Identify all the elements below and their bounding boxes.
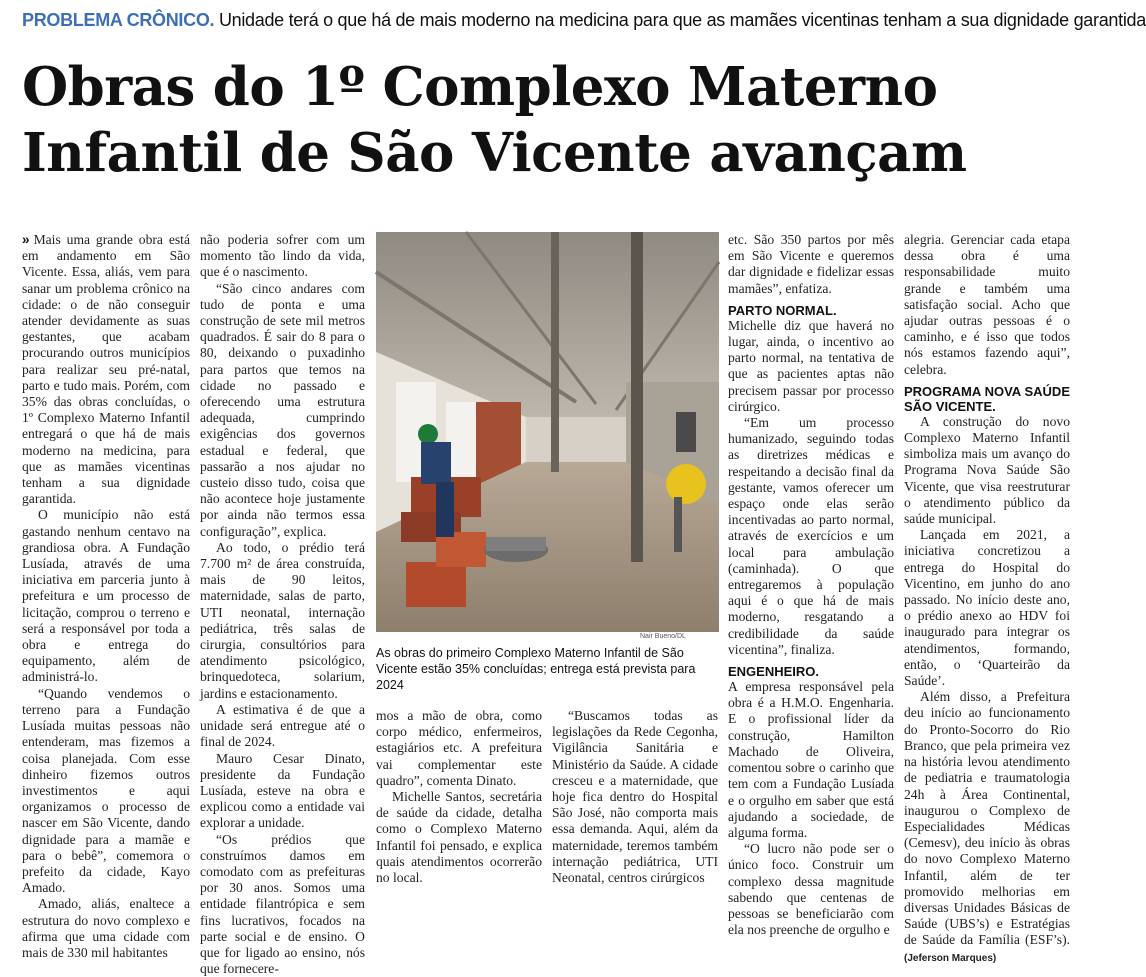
paragraph: Mauro Cesar Dinato, presidente da Fundação Lusíada, esteve na obra e explicou como a entidade vai explorar a unidade. [200,750,365,831]
paragraph: Amado, aliás, enaltece a estrutura do novo complexo e afirma que uma cidade com mais de 330 mil habitantes [22,896,190,960]
article-column-1 [22,232,190,960]
construction-photo [376,232,719,632]
paragraph-text: Além disso, a Prefeitura deu início ao funcionamento do Pronto-Socorro do Rio Branco, que pela primeira vez na história levou atendimento de pediatria e traumatologia 24h à Área Continental, inaugurou o Complexo de Especialidades Médicas (Cemesv), deu início às obras do novo Complexo Materno Infantil, além de ter promovido melhorias em diversas Unidades Básicas de Saúde (UBS’s) e Estratégias de Saúde da Família (ESF’s). [904,689,1070,948]
subheading-programa-nova-saude: PROGRAMA NOVA SAÚDE SÃO VICENTE. [904,383,1070,414]
subheading-engenheiro: ENGENHEIRO. [728,664,820,680]
lead-paragraph [22,232,190,507]
paragraph: mos a mão de obra, como corpo médico, enfermeiros, estagiários etc. A prefeitura vai complementar este quadro”, comenta Dinato. [376,708,542,788]
paragraph: Michelle Santos, secretária de saúde da cidade, detalha como o Complexo Materno Infantil foi pensado, e explica quais atendimentos ocorrerão no local. [376,789,542,886]
kicker-text: Unidade terá o que há de mais moderno na medicina para que as mamães vicentinas tenham a sua dignidade garantida [218,10,1146,30]
article-column-3 [376,708,542,884]
article-column-4 [552,708,718,884]
photo-caption: As obras do primeiro Complexo Materno Infantil de São Vicente estão 35% concluídas; entrega está prevista para 2024 [376,646,696,692]
paragraph: “O lucro não pode ser o único foco. Construir um complexo dessa magnitude sabendo que centenas de pessoas se beneficiarão com ela nos preenche de orgulho e [728,841,894,938]
paragraph [904,689,1070,966]
photo-credit: Nair Bueno/DL [640,633,686,640]
paragraph: “São cinco andares com tudo de ponta e uma construção de sete mil metros quadrados. É sair do 8 para o 80, deixando o puxadinho para partos que temos na cidade no passado e oferecendo uma estrutura adequada, cumprindo exigências dos governos estadual e federal, que passarão a nos ajudar no custeio disso tudo, coisa que não acontece hoje justamente por ainda não termos essa configuração”, explica. [200,280,365,539]
paragraph: “Quando vendemos o terreno para a Fundação Lusíada muitas pessoas não entenderam, mas fizemos a coisa planejada. Com esse dinheiro fizemos outros investimentos e aqui organizamos o processo de nascer em São Vicente, dando dignidade para a mamãe e para o bebê”, comemora o prefeito da cidade, Kayo Amado. [22,685,190,896]
article-column-2 [200,232,365,977]
author-credit: (Jeferson Marques) [904,952,997,964]
chevron-right-icon: » [22,232,30,247]
paragraph: “Os prédios que construímos damos em comodato com as prefeituras por 30 anos. Somos uma entidade filantrópica e sem fins lucrativos, focados na parte social e de ensino. O que for ligado ao ensino, nós que fornecere- [200,831,365,977]
headline-line-2: Infantil de São Vicente avançam [22,122,967,184]
paragraph: A construção do novo Complexo Materno Infantil simboliza mais um avanço do Programa Nova Saúde São Vicente, que visa reestruturar o atendimento público da saúde municipal. [904,413,1070,527]
paragraph: Ao todo, o prédio terá 7.700 m² de área construída, mais de 90 leitos, maternidade, salas de parto, UTI neonatal, internação pediátrica, três salas de cirurgia, consultórios para atendimento psicológico, brinquedoteca, solarium, jardins e estacionamento. [200,539,365,701]
kicker [22,10,1146,31]
paragraph: “Em um processo humanizado, seguindo todas as diretrizes médicas e respeitando a decisão final da gestante, vamos oferecer um espaço onde elas serão incentivadas ao parto normal, através de exercícios e um local para ambulação (caminhada). O que entregaremos à população aqui é o que há de mais moderno, resgatando a credibilidade da saúde vicentina”, finaliza. [728,415,894,657]
paragraph: alegria. Gerenciar cada etapa dessa obra é uma responsabilidade muito grande e também uma satisfação social. Acho que ajudar outras pessoas é o caminho, e é isso que todos nós estamos fazendo aqui”, celebra. [904,232,1070,377]
paragraph: etc. São 350 partos por mês em São Vicente e queremos dar dignidade e fidelizar essas mamães”, enfatiza. [728,232,894,296]
lead-paragraph-text: Mais uma grande obra está em andamento em São Vicente. Essa, aliás, vem para sanar um problema crônico na cidade: o de não conseguir atender devidamente as suas gestantes, que acabam procurando outros municípios para realizar seu pré-natal, parto e tudo mais. Porém, com 35% das obras concluídas, o 1º Complexo Materno Infantil entregará o que há de mais moderno na medicina, para que as mamães vicentinas tenham a sua dignidade garantida. [22,232,190,507]
kicker-label: PROBLEMA CRÔNICO. [22,10,215,30]
paragraph: Lançada em 2021, a iniciativa concretizou a entrega do Hospital do Vicentino, em junho do ano passado. No início deste ano, o prédio anexo ao HDV foi inaugurado para integrar os atendimentos, formando, então, o ‘Quarteirão da Saúde’. [904,527,1070,689]
paragraph: A empresa responsável pela obra é a H.M.O. Engenharia. E o profissional líder da construção, Hamilton Machado de Oliveira, comentou sobre o carinho que tem com a Fundação Lusíada e o orgulho em saber que está ajudando a sociedade, de alguma forma. [728,679,894,840]
paragraph: não poderia sofrer com um momento tão lindo da vida, que é o nascimento. [200,232,365,280]
subheading-parto-normal: PARTO NORMAL. [728,302,837,318]
article-column-5 [728,232,894,938]
headline-line-1: Obras do 1º Complexo Materno [22,56,938,118]
headline [22,54,1072,186]
paragraph: O município não está gastando nenhum centavo na grandiosa obra. A Fundação Lusíada, através de uma iniciativa em parceria junto à prefeitura e um processo de licitação, comprou o terreno e será a responsável por toda a obra e entrega do equipamento, além de administrá-lo. [22,507,190,685]
paragraph: A estimativa é de que a unidade será entregue até o final de 2024. [200,701,365,750]
paragraph: “Buscamos todas as legislações da Rede Cegonha, Vigilância Sanitária e Ministério da Saúde. A cidade cresceu e a maternidade, que hoje fica dentro do Hospital São José, não comporta mais essa demanda. Aqui, além da maternidade, teremos também internação pediátrica, UTI Neonatal, centros cirúrgicos [552,708,718,886]
paragraph: Michelle diz que haverá no lugar, ainda, o incentivo ao parto normal, na tentativa de que as pacientes aptas não precisem passar por processo cirúrgico. [728,317,894,414]
article-column-6 [904,232,1070,964]
